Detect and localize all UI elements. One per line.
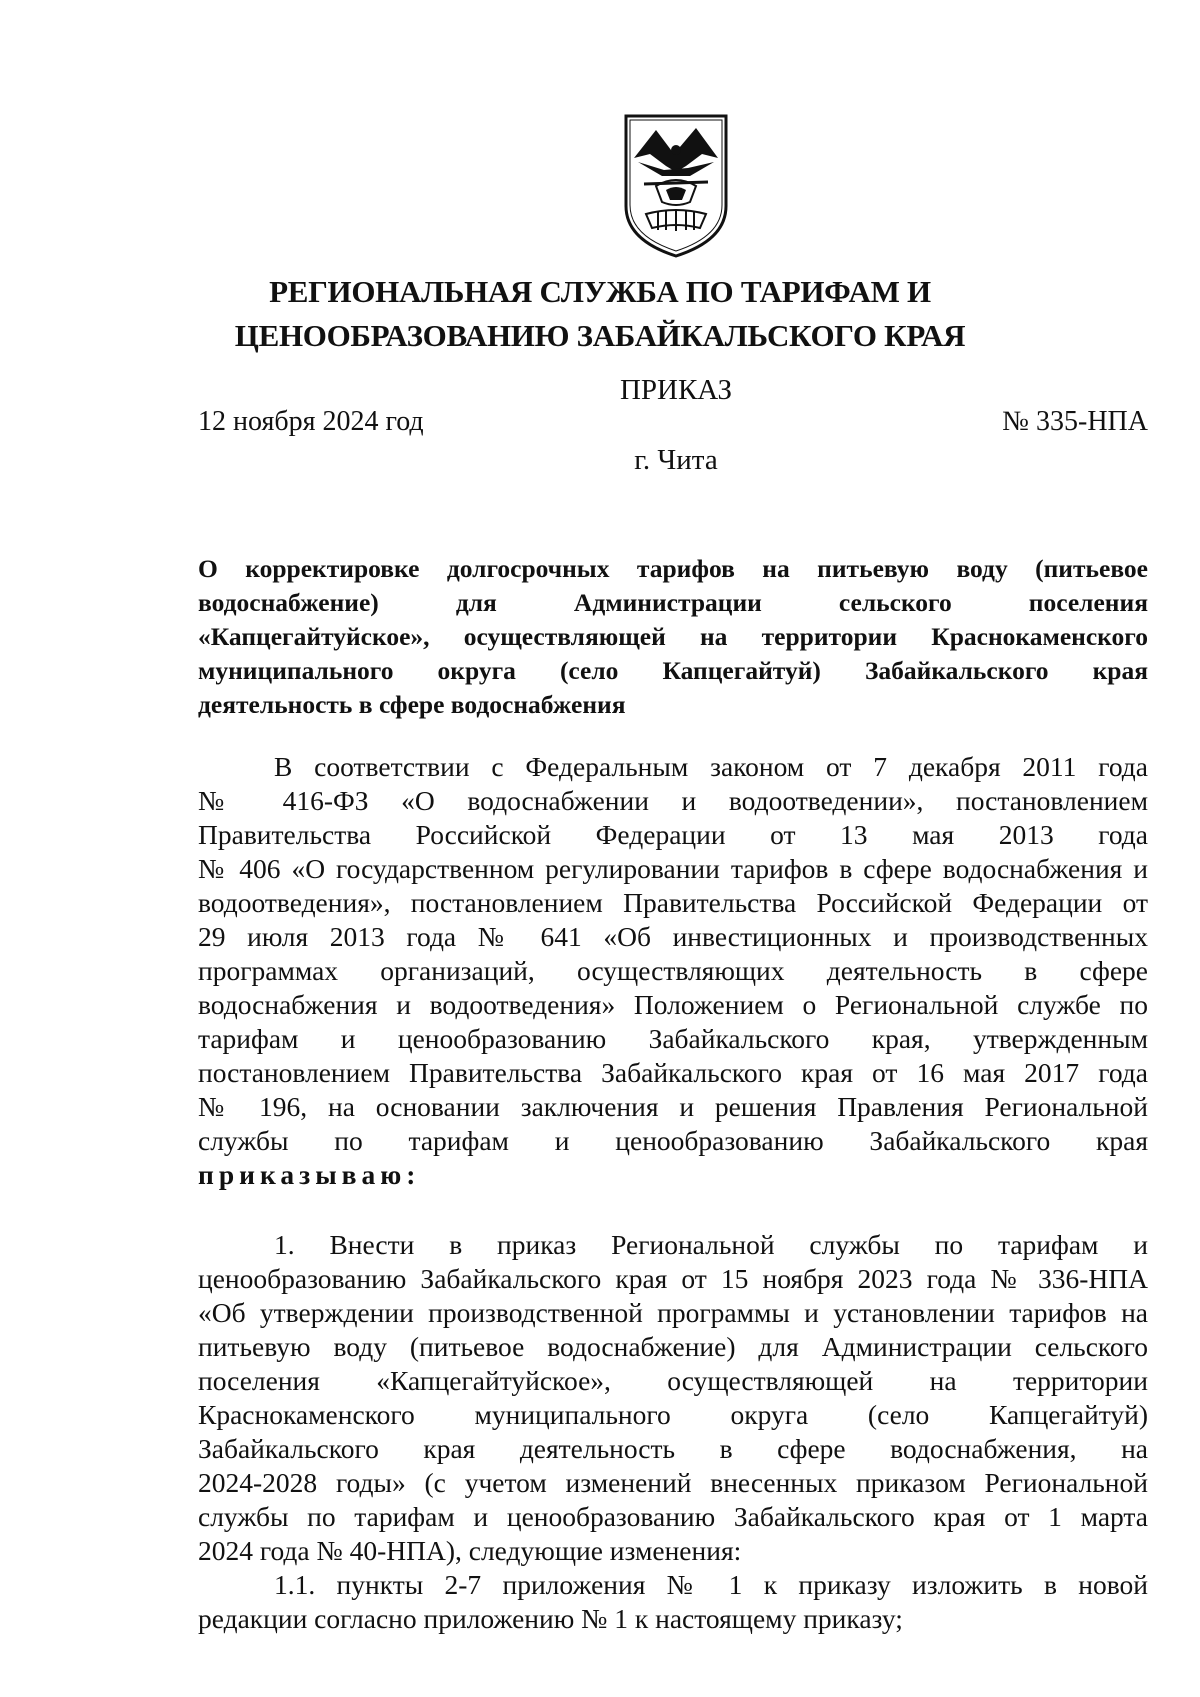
item-1-paragraph (198, 1228, 1148, 1568)
item-1-line: 1. Внести в приказ Региональной службы по тарифам и (274, 1229, 1148, 1260)
item-1-1-line: 1.1. пункты 2-7 приложения № 1 к приказу изложить в новой (274, 1569, 1148, 1600)
subject-line: водоснабжение) для Администрации сельского поселения (198, 588, 1148, 617)
organization-title (200, 270, 1000, 358)
document-number: № 335-НПА (1002, 406, 1148, 437)
document-date: 12 ноября 2024 год (198, 406, 424, 437)
preamble-paragraph (198, 750, 1148, 1192)
preamble-line: № 406 «О государственном регулировании тарифов в сфере водоснабжения и (198, 853, 1148, 884)
preamble-line: службы по тарифам и ценообразованию Забайкальского края (198, 1125, 1148, 1156)
preamble-line: № 416-ФЗ «О водоснабжении и водоотведении», постановлением (198, 785, 1148, 816)
item-1-line: Забайкальского края деятельность в сфере водоснабжения, на (198, 1433, 1148, 1464)
paragraph-gap (198, 1192, 1148, 1228)
preamble-line: водоотведения», постановлением Правительства Российской Федерации от (198, 887, 1148, 918)
item-1-line: Краснокаменского муниципального округа (село Капцегайтуй) (198, 1399, 1148, 1430)
preamble-line: В соответствии с Федеральным законом от 7 декабря 2011 года (274, 751, 1148, 782)
subject-line: «Капцегайтуйское», осуществляющей на территории Краснокаменского (198, 622, 1148, 651)
order-body (198, 750, 1148, 1636)
preamble-line: водоснабжения и водоотведения» Положением о Региональной службе по (198, 989, 1148, 1020)
preamble-line: № 196, на основании заключения и решения Правления Региональной (198, 1091, 1148, 1122)
organization-title-line: РЕГИОНАЛЬНАЯ СЛУЖБА ПО ТАРИФАМ И (269, 274, 931, 309)
preamble-line: постановлением Правительства Забайкальского края от 16 мая 2017 года (198, 1057, 1148, 1088)
preamble-line: Правительства Российской Федерации от 13 мая 2013 года (198, 819, 1148, 850)
organization-title-line: ЦЕНООБРАЗОВАНИЮ ЗАБАЙКАЛЬСКОГО КРАЯ (234, 318, 966, 353)
preamble-line: 29 июля 2013 года № 641 «Об инвестиционных и производственных (198, 921, 1148, 952)
item-1-line: 2024-2028 годы» (с учетом изменений внесенных приказом Региональной (198, 1467, 1148, 1498)
order-word: приказываю: (198, 1159, 421, 1190)
order-subject (198, 552, 1148, 722)
subject-line: О корректировке долгосрочных тарифов на питьевую воду (питьевое (198, 554, 1148, 583)
document-type: ПРИКАЗ (619, 374, 733, 406)
item-1-line: поселения «Капцегайтуйское», осуществляющей на территории (198, 1365, 1148, 1396)
item-1-1-line: редакции согласно приложению № 1 к настоящему приказу; (198, 1603, 903, 1634)
item-1-1-paragraph (198, 1568, 1148, 1636)
item-1-line: питьевую воду (питьевое водоснабжение) для Администрации сельского (198, 1331, 1148, 1362)
item-1-line: службы по тарифам и ценообразованию Забайкальского края от 1 марта (198, 1501, 1148, 1532)
subject-line: деятельность в сфере водоснабжения (198, 690, 626, 719)
preamble-line: тарифам и ценообразованию Забайкальского края, утвержденным (198, 1023, 1148, 1054)
item-1-line: «Об утверждении производственной программы и установлении тарифов на (198, 1297, 1148, 1328)
item-1-line: ценообразованию Забайкальского края от 15 ноября 2023 года № 336-НПА (198, 1263, 1148, 1294)
preamble-line: программах организаций, осуществляющих деятельность в сфере (198, 955, 1148, 986)
item-1-line: 2024 года № 40-НПА), следующие изменения: (198, 1535, 742, 1566)
document-city: г. Чита (634, 444, 718, 476)
coat-of-arms-emblem-icon (616, 110, 736, 260)
subject-line: муниципального округа (село Капцегайтуй) Забайкальского края (198, 656, 1148, 685)
